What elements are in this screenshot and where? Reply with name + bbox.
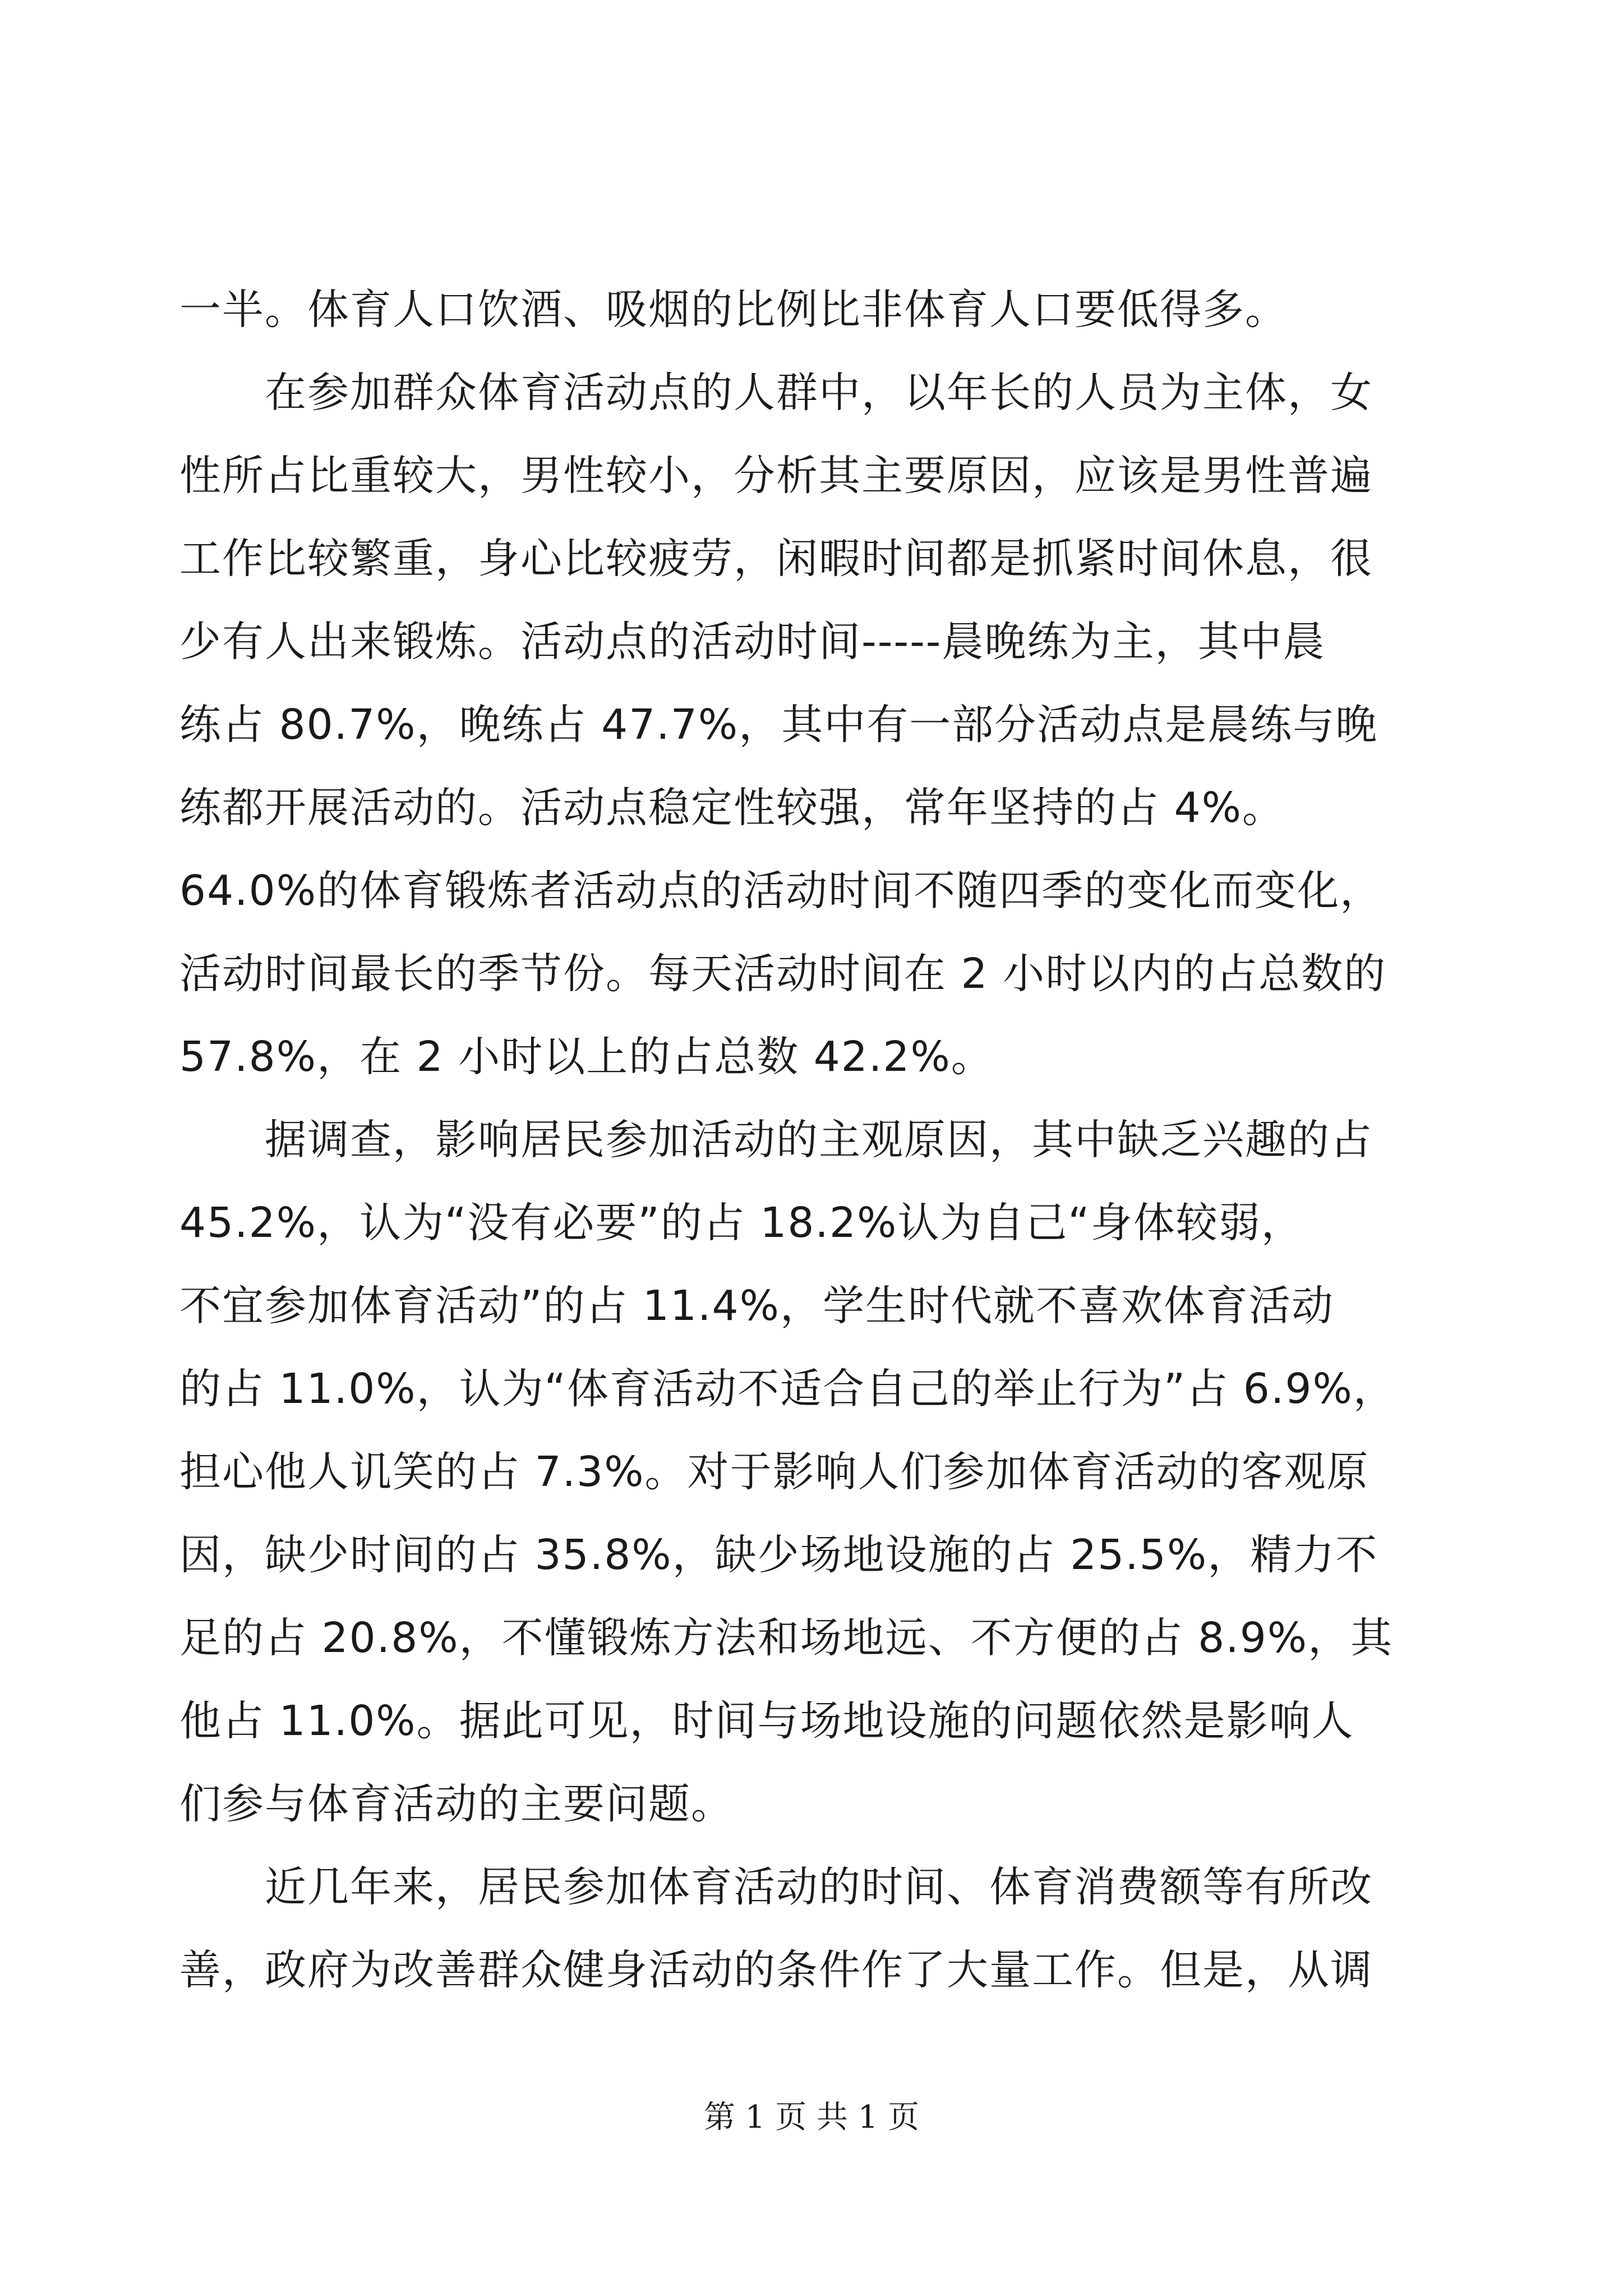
- document-body: [179, 268, 1481, 2012]
- text-line: 57.8%，在 2 小时以上的占总数 42.2%。: [179, 1033, 994, 1081]
- text-line: 足的占 20.8%，不懂锻炼方法和场地远、不方便的占 8.9%，其: [179, 1614, 1394, 1662]
- text-line: 性所占比重较大，男性较小，分析其主要原因，应该是男性普遍: [179, 452, 1373, 500]
- text-line: 45.2%，认为“没有必要”的占 18.2%认为自己“身体较弱，: [179, 1199, 1304, 1247]
- text-line: 据调查，影响居民参加活动的主观原因，其中缺乏兴趣的占: [179, 1116, 1373, 1164]
- text-line: 练都开展活动的。活动点稳定性较强，常年坚持的占 4%。: [179, 784, 1285, 832]
- text-line: 练占 80.7%，晚练占 47.7%，其中有一部分活动点是晨练与晚: [179, 701, 1378, 749]
- text-line: 善，政府为改善群众健身活动的条件作了大量工作。但是，从调: [179, 1946, 1373, 1994]
- text-line: 担心他人讥笑的占 7.3%。对于影响人们参加体育活动的客观原: [179, 1448, 1370, 1496]
- text-line: 活动时间最长的季节份。每天活动时间在 2 小时以内的占总数的: [179, 950, 1387, 998]
- text-line: 近几年来，居民参加体育活动的时间、体育消费额等有所改: [179, 1863, 1373, 1911]
- text-line: 的占 11.0%，认为“体育活动不适合自己的举止行为”占 6.9%，: [179, 1365, 1396, 1413]
- page-footer: [0, 2095, 1623, 2140]
- text-line: 不宜参加体育活动”的占 11.4%，学生时代就不喜欢体育活动: [179, 1282, 1334, 1330]
- text-line: 们参与体育活动的主要问题。: [179, 1780, 734, 1828]
- text-line: 一半。体育人口饮酒、吸烟的比例比非体育人口要低得多。: [179, 286, 1288, 334]
- text-line: 64.0%的体育锻炼者活动点的活动时间不随四季的变化而变化，: [179, 867, 1383, 915]
- text-line: 工作比较繁重，身心比较疲劳，闲暇时间都是抓紧时间休息，很: [179, 535, 1373, 583]
- page-number-label: 第 1 页 共 1 页: [703, 2099, 920, 2136]
- text-line: 在参加群众体育活动点的人群中，以年长的人员为主体，女: [179, 369, 1373, 417]
- text-line: 他占 11.0%。据此可见，时间与场地设施的问题依然是影响人: [179, 1697, 1354, 1745]
- text-line: 少有人出来锻炼。活动点的活动时间-----晨晚练为主，其中晨: [179, 618, 1326, 666]
- text-line: 因，缺少时间的占 35.8%，缺少场地设施的占 25.5%，精力不: [179, 1531, 1378, 1579]
